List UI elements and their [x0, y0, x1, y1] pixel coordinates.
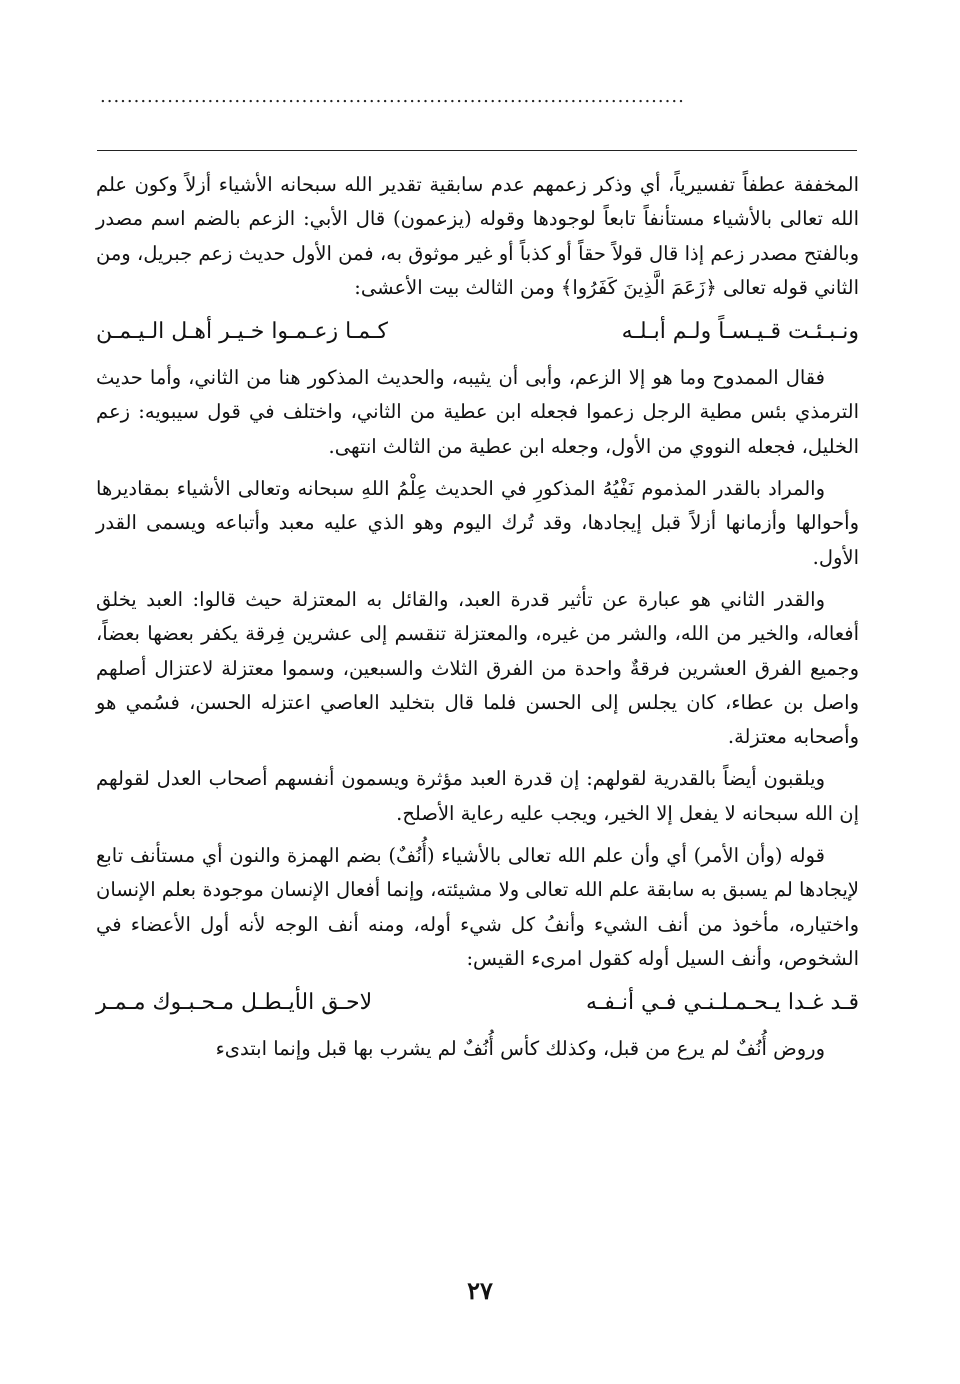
- verse-second-hemistich: كـمـا زعـمـوا خـيـر أهـل الـيـمـن: [96, 319, 388, 345]
- poetry-verse: [96, 984, 859, 1022]
- paragraph: فقال الممدوح وما هو إلا الزعم، وأبى أن يثيبه، والحديث المذكور هنا من الثاني، وأما حديث الترمذي بئس مطية الرجل زعموا فجعله ابن عطية من الثاني، واختلف في قول سيبويه: زعم الخليل، فجعله النووي من الأول، وجعله ابن عطية من الثالث انتهى.: [96, 366, 859, 458]
- paragraph: المخففة عطفاً تفسيرياً، أي وذكر زعمهم عدم سابقية تقدير الله سبحانه الأشياء أزلاً وكون علم الله تعالى بالأشياء مستأنفاً تابعاً لوجودها وقوله (يزعمون) قال الأبي: الزعم بالضم اسم مصدر وبالفتح مصدر زعم إذا قال قولاً حقاً أو كذباً أو غير موثوق به، فمن الأول حديث زعم جبريل، ومن الثاني قوله تعالى ﴿زَعَمَ الَّذِينَ كَفَرُوا﴾ ومن الثالث بيت الأعشى:: [96, 173, 859, 299]
- poetry-verse: [96, 313, 859, 351]
- verse-second-hemistich: لاحـق الأيـطـل مـحـبـوك مـمـر: [96, 990, 373, 1016]
- page-text: [96, 168, 859, 1075]
- page-number: ٢٧: [467, 1276, 493, 1305]
- dotted-header-line: .......................................................................................: [100, 86, 685, 107]
- verse-first-hemistich: قـد غـدا يـحـمـلـنـي فـي أنـفـه: [586, 990, 859, 1016]
- paragraph: قوله (وأن الأمر) أي وأن علم الله تعالى بالأشياء (أُنُفٌ) بضم الهمزة والنون أي مستأنف تابع لإيجادها لم يسبق به سابقة علم الله تعالى ولا مشيئته، وإنما أفعال الإنسان موجودة بعلم الإنسان واختياره، مأخوذ من أنف الشيء وأنفُ كل شيء أوله، ومنه أنف الوجه لأنه أول الأعضاء في الشخوص، وأنف السيل أوله كقول امرىء القيس:: [96, 844, 859, 970]
- paragraph: والقدر الثاني هو عبارة عن تأثير قدرة العبد، والقائل به المعتزلة حيث قالوا: العبد يخلق أفعاله، والخير من الله، والشر من غيره، والمعتزلة تنقسم إلى عشرين فِرقة يكفر بعضها بعضاً، وجميع الفرق العشرين فرقةٌ واحدة من الفرق الثلاث والسبعين، وسموا معتزلة لاعتزال أصلهم واصل بن عطاء، كان يجلس إلى الحسن فلما قال بتخليد العاصي اعتزله الحسن، فسُمي هو وأصحابه معتزلة.: [96, 587, 859, 749]
- paragraph: ويلقبون أيضاً بالقدرية لقولهم: إن قدرة العبد مؤثرة ويسمون أنفسهم أصحاب العدل لقولهم إن الله سبحانه لا يفعل إلا الخير، ويجب عليه رعاية الأصلح.: [96, 767, 859, 825]
- paragraph: وروض أُنُفٌ لم يرع من قبل، وكذلك كأس أُنُفٌ لم يشرب بها قبل وإنما ابتدىء: [215, 1037, 825, 1061]
- separator-rule: [97, 150, 857, 151]
- paragraph: والمراد بالقدر المذموم نَفْيُهُ المذكورِ في الحديث عِلْمُ اللهِ سبحانه وتعالى الأشياء بمقاديرها وأحوالها وأزمانها أزلاً قبل إيجادها، وقد تُرك اليوم وهو الذي عليه معبد وأتباعه ويسمى القدر الأول.: [96, 477, 859, 569]
- verse-first-hemistich: ونـبـئـت قـيـسـاً ولـم أبـلـه: [621, 319, 859, 345]
